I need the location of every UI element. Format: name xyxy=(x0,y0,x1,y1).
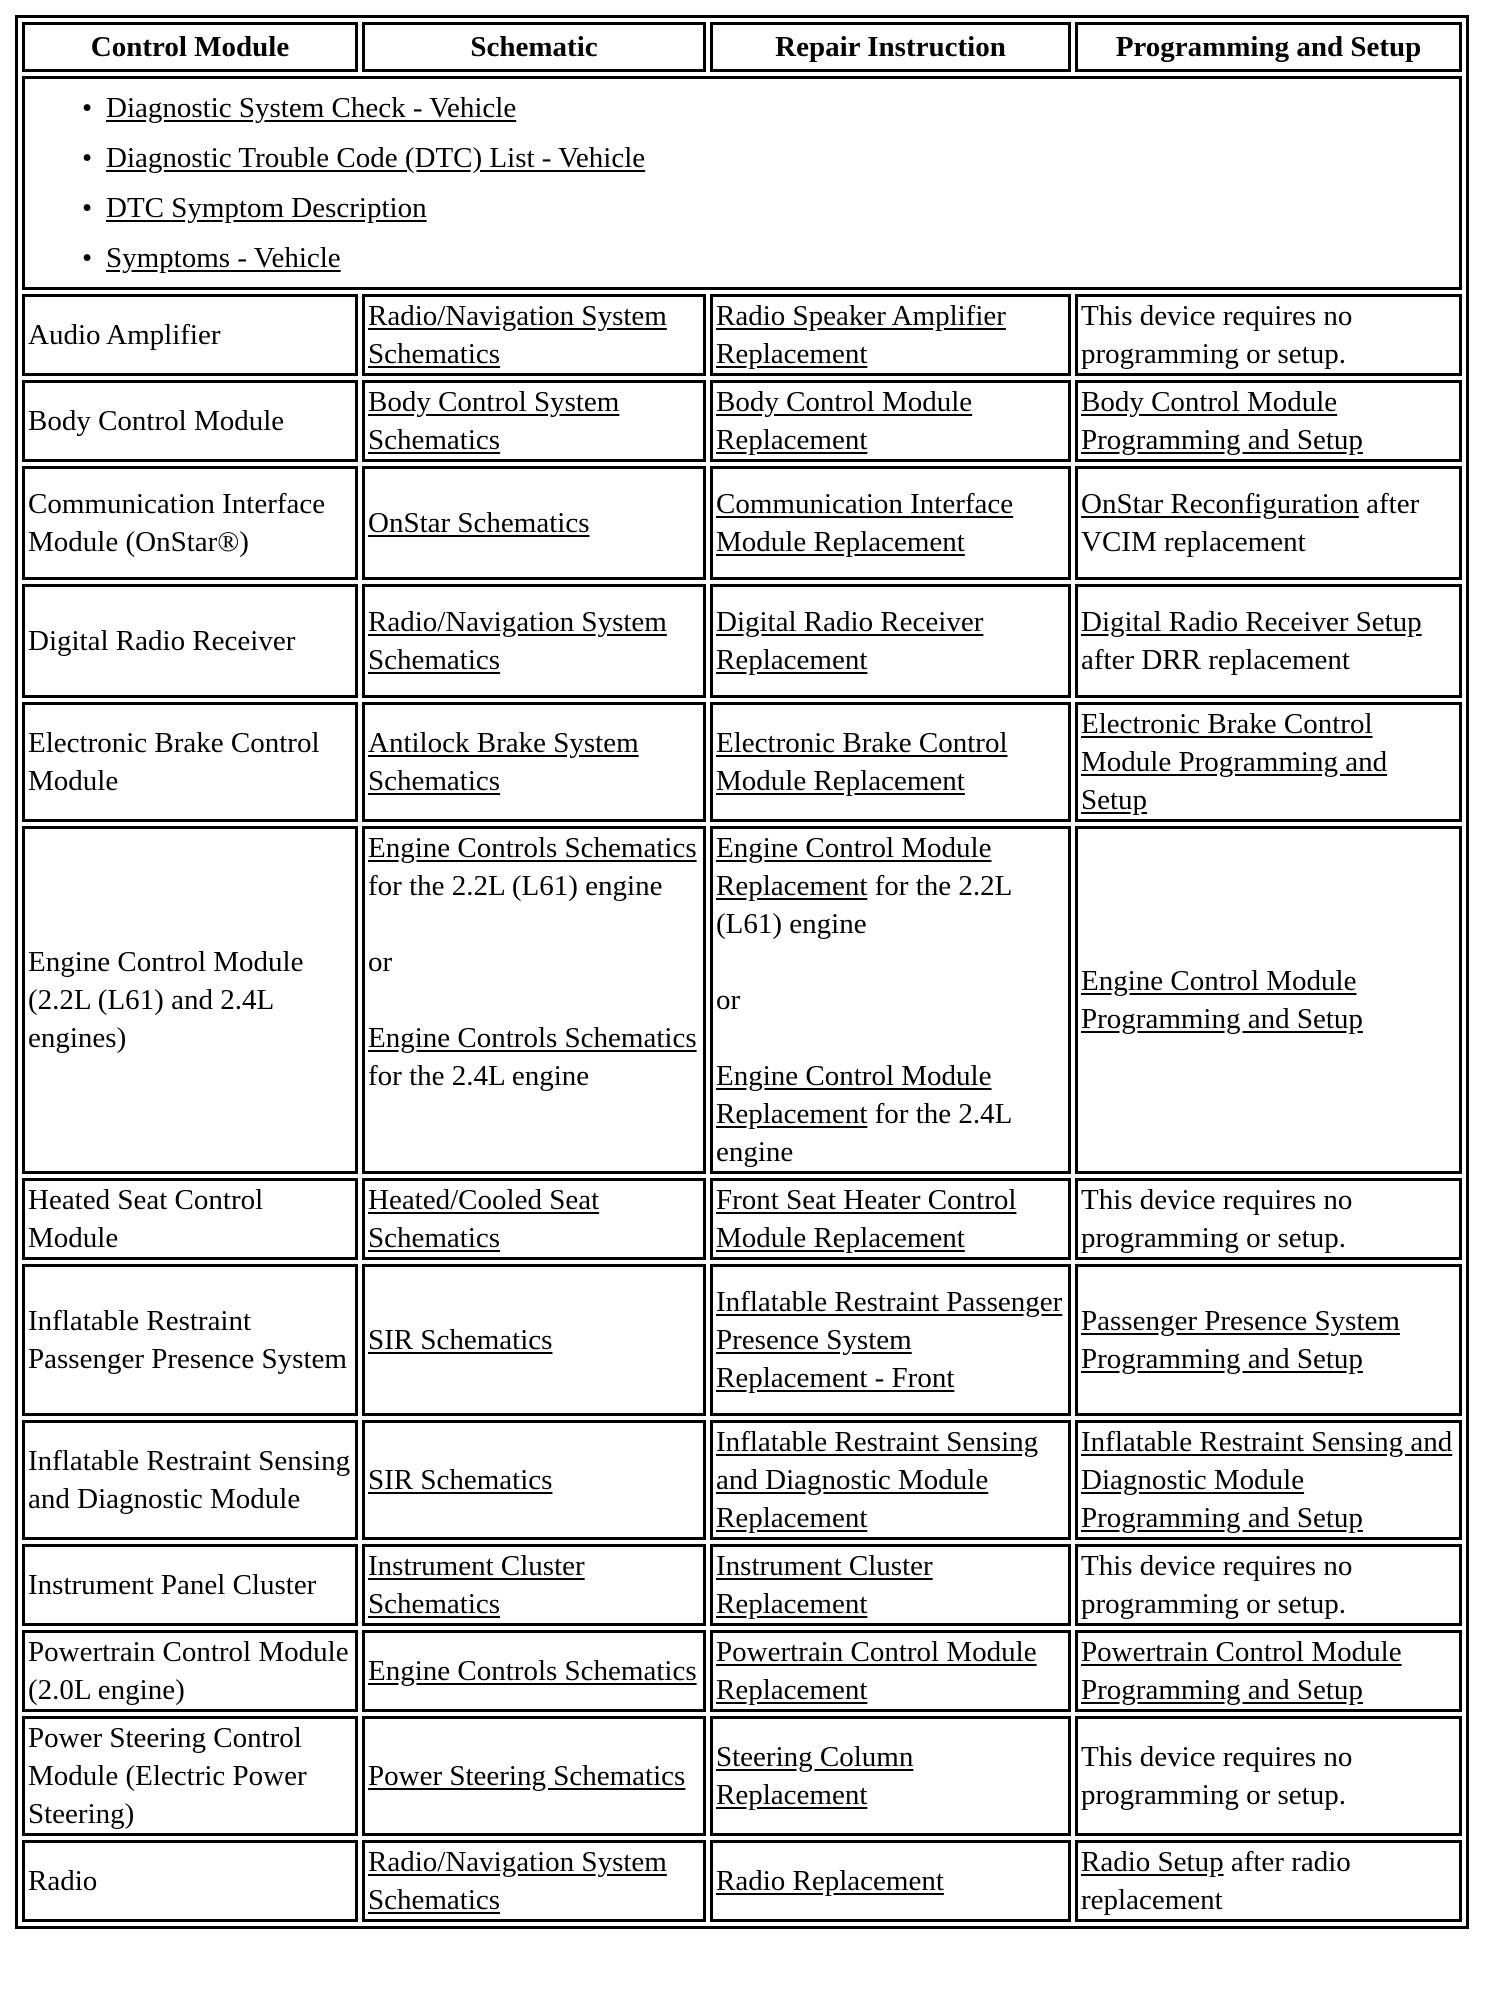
schematic-link[interactable]: Radio/Navigation System Schematics xyxy=(368,606,667,676)
diagnostic-links-list xyxy=(28,79,1456,287)
programming-cell xyxy=(1075,1840,1462,1922)
schematic-cell xyxy=(362,1630,706,1712)
header-row xyxy=(22,22,1462,72)
programming-cell xyxy=(1075,1264,1462,1416)
cell-paragraph xyxy=(716,297,1065,373)
spacer xyxy=(716,943,1065,981)
control-module-cell: Heated Seat Control Module xyxy=(22,1178,358,1260)
cell-paragraph xyxy=(1081,485,1456,561)
programming-cell xyxy=(1075,380,1462,462)
cell-paragraph xyxy=(1081,1843,1456,1919)
programming-link[interactable]: Electronic Brake Control Module Programming and Setup xyxy=(1081,708,1388,816)
programming-link[interactable]: Passenger Presence System Programming and Setup xyxy=(1081,1305,1400,1375)
cell-paragraph xyxy=(716,1423,1065,1537)
cell-paragraph xyxy=(716,1283,1065,1397)
repair-cell xyxy=(710,702,1071,822)
cell-paragraph xyxy=(368,1843,700,1919)
schematic-link[interactable]: Engine Controls Schematics xyxy=(368,832,697,864)
programming-text: after radio replacement xyxy=(1081,1846,1351,1916)
programming-text: This device requires no programming or setup. xyxy=(1081,1184,1353,1254)
schematic-link[interactable]: Engine Controls Schematics xyxy=(368,1022,697,1054)
control-module-cell: Audio Amplifier xyxy=(22,294,358,376)
repair-link[interactable]: Instrument Cluster Replacement xyxy=(716,1550,933,1620)
schematic-link[interactable]: OnStar Schematics xyxy=(368,507,590,539)
diagnostic-links-cell xyxy=(22,76,1462,290)
spacer xyxy=(716,1019,1065,1057)
diagnostic-list-item xyxy=(106,183,1456,233)
schematic-cell xyxy=(362,1420,706,1540)
header-programming-setup: Programming and Setup xyxy=(1075,22,1462,72)
repair-link[interactable]: Engine Control Module Replacement xyxy=(716,1060,992,1130)
repair-link[interactable]: Powertrain Control Module Replacement xyxy=(716,1636,1037,1706)
diagnostic-list-item xyxy=(106,133,1456,183)
schematic-link[interactable]: Body Control System Schematics xyxy=(368,386,620,456)
schematic-cell xyxy=(362,702,706,822)
control-module-cell: Body Control Module xyxy=(22,380,358,462)
table-row xyxy=(22,380,1462,462)
cell-paragraph xyxy=(716,724,1065,800)
repair-text: for the 2.4L engine xyxy=(716,1098,1012,1168)
table-row xyxy=(22,702,1462,822)
cell-paragraph xyxy=(368,1757,700,1795)
cell-paragraph xyxy=(716,603,1065,679)
control-module-cell: Power Steering Control Module (Electric Power Steering) xyxy=(22,1716,358,1836)
repair-cell xyxy=(710,584,1071,698)
cell-paragraph xyxy=(1081,1738,1456,1814)
cell-paragraph xyxy=(716,383,1065,459)
repair-link[interactable]: Electronic Brake Control Module Replacement xyxy=(716,727,1008,797)
programming-cell xyxy=(1075,1544,1462,1626)
repair-link[interactable]: Radio Replacement xyxy=(716,1865,944,1897)
schematic-link[interactable]: SIR Schematics xyxy=(368,1464,553,1496)
programming-cell xyxy=(1075,702,1462,822)
table-row xyxy=(22,1544,1462,1626)
repair-link[interactable]: Radio Speaker Amplifier Replacement xyxy=(716,300,1006,370)
programming-cell xyxy=(1075,294,1462,376)
cell-paragraph xyxy=(368,1019,700,1095)
schematic-cell xyxy=(362,584,706,698)
programming-cell xyxy=(1075,1178,1462,1260)
repair-link[interactable]: Digital Radio Receiver Replacement xyxy=(716,606,984,676)
table-row xyxy=(22,1716,1462,1836)
schematic-link[interactable]: Instrument Cluster Schematics xyxy=(368,1550,585,1620)
schematic-cell xyxy=(362,380,706,462)
programming-cell xyxy=(1075,584,1462,698)
control-module-cell: Digital Radio Receiver xyxy=(22,584,358,698)
programming-link[interactable]: Radio Setup xyxy=(1081,1846,1224,1878)
repair-text: or xyxy=(716,984,741,1016)
cell-paragraph xyxy=(1081,603,1456,679)
repair-cell xyxy=(710,1630,1071,1712)
repair-link[interactable]: Steering Column Replacement xyxy=(716,1741,914,1811)
control-module-cell: Inflatable Restraint Passenger Presence System xyxy=(22,1264,358,1416)
programming-link[interactable]: Engine Control Module Programming and Setup xyxy=(1081,965,1363,1035)
programming-cell xyxy=(1075,1420,1462,1540)
cell-paragraph xyxy=(716,1181,1065,1257)
cell-paragraph xyxy=(1081,297,1456,373)
header-repair-instruction: Repair Instruction xyxy=(710,22,1071,72)
schematic-cell xyxy=(362,1716,706,1836)
header-schematic: Schematic xyxy=(362,22,706,72)
schematic-cell xyxy=(362,466,706,580)
repair-cell xyxy=(710,1264,1071,1416)
schematic-link[interactable]: Engine Controls Schematics xyxy=(368,1655,697,1687)
cell-paragraph xyxy=(1081,1633,1456,1709)
diagnostic-link[interactable]: Diagnostic Trouble Code (DTC) List - Vehicle xyxy=(106,142,646,174)
cell-paragraph xyxy=(716,1057,1065,1171)
schematic-cell xyxy=(362,1544,706,1626)
cell-paragraph xyxy=(368,603,700,679)
programming-cell xyxy=(1075,466,1462,580)
cell-paragraph xyxy=(368,504,700,542)
cell-paragraph xyxy=(716,829,1065,943)
cell-paragraph xyxy=(368,829,700,905)
programming-link[interactable]: Inflatable Restraint Sensing and Diagnostic Module Programming and Setup xyxy=(1081,1426,1453,1534)
schematic-link[interactable]: Radio/Navigation System Schematics xyxy=(368,300,667,370)
programming-text: This device requires no programming or setup. xyxy=(1081,300,1353,370)
repair-link[interactable]: Communication Interface Module Replacement xyxy=(716,488,1014,558)
programming-link[interactable]: OnStar Reconfiguration xyxy=(1081,488,1359,520)
diagnostic-list-item xyxy=(106,83,1456,133)
programming-cell xyxy=(1075,1630,1462,1712)
repair-link[interactable]: Engine Control Module Replacement xyxy=(716,832,992,902)
programming-cell xyxy=(1075,826,1462,1174)
table-row xyxy=(22,1630,1462,1712)
diagnostic-list-item xyxy=(106,233,1456,283)
cell-paragraph xyxy=(368,383,700,459)
repair-link[interactable]: Inflatable Restraint Sensing and Diagnostic Module Replacement xyxy=(716,1426,1039,1534)
diagnostic-link[interactable]: Diagnostic System Check - Vehicle xyxy=(106,92,517,124)
programming-link[interactable]: Powertrain Control Module Programming and Setup xyxy=(1081,1636,1402,1706)
cell-paragraph xyxy=(368,1321,700,1359)
cell-paragraph xyxy=(716,1738,1065,1814)
schematic-cell xyxy=(362,1264,706,1416)
programming-text: after VCIM replacement xyxy=(1081,488,1420,558)
repair-cell xyxy=(710,380,1071,462)
cell-paragraph xyxy=(1081,1423,1456,1537)
cell-paragraph xyxy=(1081,962,1456,1038)
cell-paragraph xyxy=(368,943,700,981)
schematic-text: for the 2.2L (L61) engine xyxy=(368,870,663,902)
control-module-cell: Radio xyxy=(22,1840,358,1922)
repair-cell xyxy=(710,1420,1071,1540)
programming-text: after DRR replacement xyxy=(1081,644,1350,676)
programming-cell xyxy=(1075,1716,1462,1836)
cell-paragraph xyxy=(368,1547,700,1623)
programming-link[interactable]: Body Control Module Programming and Setup xyxy=(1081,386,1363,456)
control-module-cell: Electronic Brake Control Module xyxy=(22,702,358,822)
schematic-link[interactable]: Power Steering Schematics xyxy=(368,1760,686,1792)
cell-paragraph xyxy=(716,1547,1065,1623)
schematic-link[interactable]: SIR Schematics xyxy=(368,1324,553,1356)
table-row xyxy=(22,584,1462,698)
repair-cell xyxy=(710,466,1071,580)
spacer xyxy=(368,981,700,1019)
cell-paragraph xyxy=(368,1652,700,1690)
table-row xyxy=(22,1420,1462,1540)
cell-paragraph xyxy=(368,724,700,800)
repair-cell xyxy=(710,294,1071,376)
diagnostic-links-row xyxy=(22,76,1462,290)
spacer xyxy=(368,905,700,943)
schematic-link[interactable]: Heated/Cooled Seat Schematics xyxy=(368,1184,600,1254)
repair-text: for the 2.2L (L61) engine xyxy=(716,870,1012,940)
schematic-cell xyxy=(362,1840,706,1922)
table-row xyxy=(22,1178,1462,1260)
header-control-module: Control Module xyxy=(22,22,358,72)
table-row xyxy=(22,466,1462,580)
control-module-cell: Instrument Panel Cluster xyxy=(22,1544,358,1626)
repair-cell xyxy=(710,1840,1071,1922)
cell-paragraph xyxy=(1081,1181,1456,1257)
cell-paragraph xyxy=(368,1181,700,1257)
schematic-cell xyxy=(362,1178,706,1260)
schematic-text: or xyxy=(368,946,393,978)
diagnostic-link[interactable]: Symptoms - Vehicle xyxy=(106,242,341,274)
diagnostic-link[interactable]: DTC Symptom Description xyxy=(106,192,427,224)
schematic-cell xyxy=(362,294,706,376)
repair-link[interactable]: Body Control Module Replacement xyxy=(716,386,973,456)
schematic-text: for the 2.4L engine xyxy=(368,1060,590,1092)
schematic-cell xyxy=(362,826,706,1174)
control-module-cell: Communication Interface Module (OnStar®) xyxy=(22,466,358,580)
cell-paragraph xyxy=(1081,705,1456,819)
cell-paragraph xyxy=(716,485,1065,561)
repair-cell xyxy=(710,826,1071,1174)
table-row xyxy=(22,826,1462,1174)
control-module-table xyxy=(15,15,1469,1929)
control-module-cell: Inflatable Restraint Sensing and Diagnostic Module xyxy=(22,1420,358,1540)
cell-paragraph xyxy=(368,297,700,373)
cell-paragraph xyxy=(1081,1302,1456,1378)
cell-paragraph xyxy=(368,1461,700,1499)
cell-paragraph xyxy=(716,1862,1065,1900)
repair-cell xyxy=(710,1716,1071,1836)
programming-text: This device requires no programming or setup. xyxy=(1081,1550,1353,1620)
repair-cell xyxy=(710,1544,1071,1626)
programming-text: This device requires no programming or setup. xyxy=(1081,1741,1353,1811)
cell-paragraph xyxy=(1081,1547,1456,1623)
programming-link[interactable]: Digital Radio Receiver Setup xyxy=(1081,606,1422,638)
repair-link[interactable]: Front Seat Heater Control Module Replacement xyxy=(716,1184,1017,1254)
schematic-link[interactable]: Radio/Navigation System Schematics xyxy=(368,1846,667,1916)
repair-cell xyxy=(710,1178,1071,1260)
cell-paragraph xyxy=(1081,383,1456,459)
table-row xyxy=(22,294,1462,376)
cell-paragraph xyxy=(716,1633,1065,1709)
control-module-cell: Engine Control Module (2.2L (L61) and 2.4L engines) xyxy=(22,826,358,1174)
table-row xyxy=(22,1840,1462,1922)
repair-link[interactable]: Inflatable Restraint Passenger Presence System Replacement - Front xyxy=(716,1286,1063,1394)
control-module-cell: Powertrain Control Module (2.0L engine) xyxy=(22,1630,358,1712)
schematic-link[interactable]: Antilock Brake System Schematics xyxy=(368,727,639,797)
cell-paragraph xyxy=(716,981,1065,1019)
table-row xyxy=(22,1264,1462,1416)
